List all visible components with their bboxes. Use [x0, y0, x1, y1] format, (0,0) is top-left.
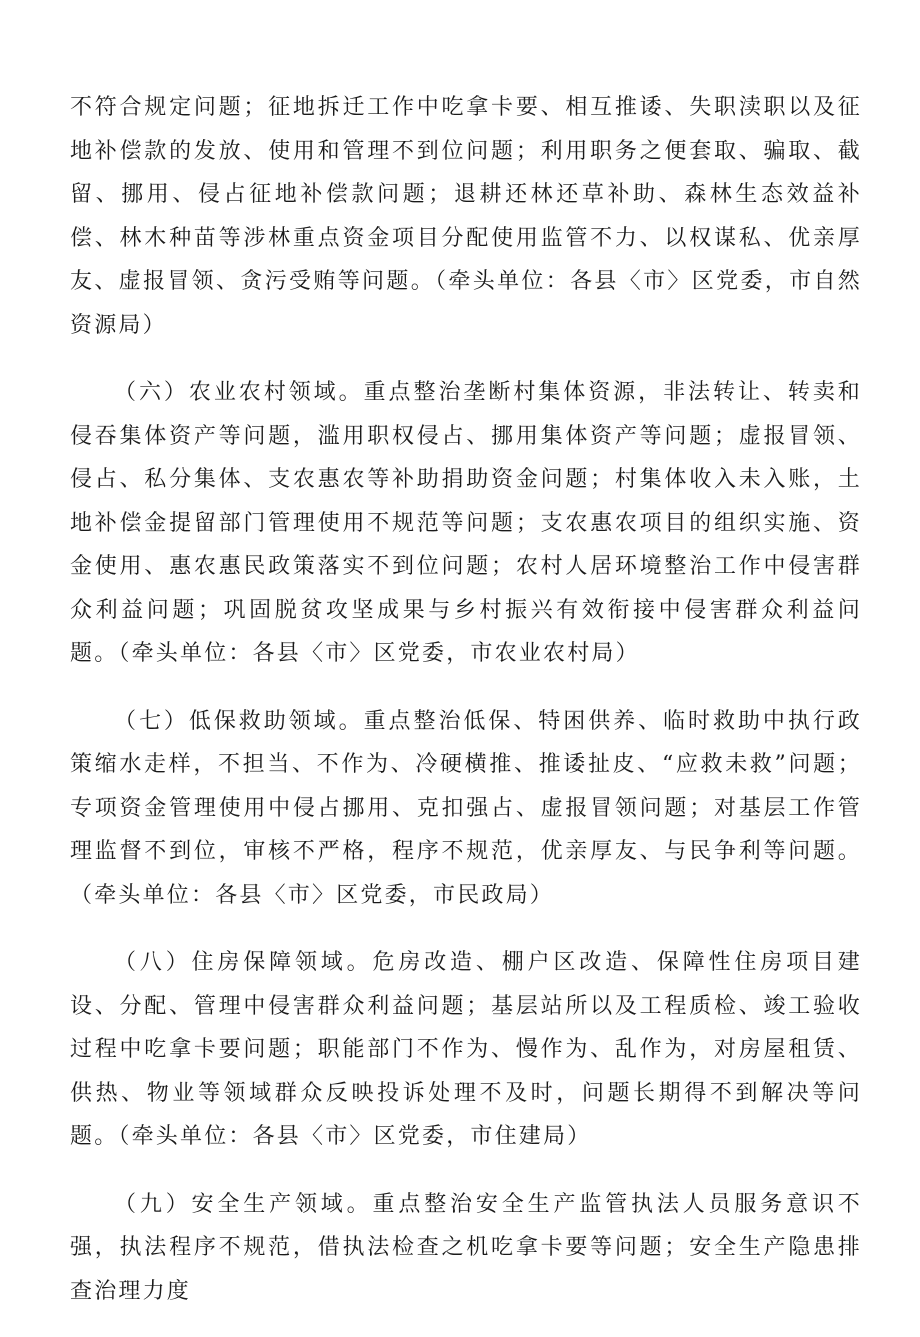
paragraph-agriculture: （六）农业农村领域。重点整治垄断村集体资源，非法转让、转卖和侵吞集体资产等问题，滥用职权侵占、挪用集体资产等问题；虚报冒领、侵占、私分集体、支农惠农等补助捐助资金问题；村集体收入未入账，土地补偿金提留部门管理使用不规范等问题；支农惠农项目的组织实施、资金使用、惠农惠民政策落实不到位问题；农村人居环境整治工作中侵害群众利益问题；巩固脱贫攻坚成果与乡村振兴有效衔接中侵害群众利益问题。（牵头单位：各县〈市〉区党委，市农业农村局） — [70, 380, 862, 666]
paragraph-social-assistance: （七）低保救助领域。重点整治低保、特困供养、临时救助中执行政策缩水走样，不担当、不作为、冷硬横推、推诿扯皮、“应救未救”问题；专项资金管理使用中侵占挪用、克扣强占、虚报冒领问题；对基层工作管理监督不到位，审核不严格，程序不规范，优亲厚友、与民争利等问题。（牵头单位：各县〈市〉区党委，市民政局） — [70, 708, 862, 908]
paragraph-work-safety: （九）安全生产领域。重点整治安全生产监管执法人员服务意识不强，执法程序不规范，借执法检查之机吃拿卡要等问题；安全生产隐患排查治理力度 — [70, 1191, 862, 1304]
paragraph-housing: （八）住房保障领域。危房改造、棚户区改造、保障性住房项目建设、分配、管理中侵害群众利益问题；基层站所以及工程质检、竣工验收过程中吃拿卡要问题；职能部门不作为、慢作为、乱作为，对房屋租赁、供热、物业等领域群众反映投诉处理不及时，问题长期得不到解决等问题。（牵头单位：各县〈市〉区党委，市住建局） — [70, 950, 862, 1149]
paragraph-continuation: 不符合规定问题；征地拆迁工作中吃拿卡要、相互推诿、失职渎职以及征地补偿款的发放、使用和管理不到位问题；利用职务之便套取、骗取、截留、挪用、侵占征地补偿款问题；退耕还林还草补助、森林生态效益补偿、林木种苗等涉林重点资金项目分配使用监管不力、以权谋私、优亲厚友、虚报冒领、贪污受贿等问题。（牵头单位：各县〈市〉区党委，市自然资源局） — [70, 95, 862, 338]
document-body — [70, 86, 862, 1337]
